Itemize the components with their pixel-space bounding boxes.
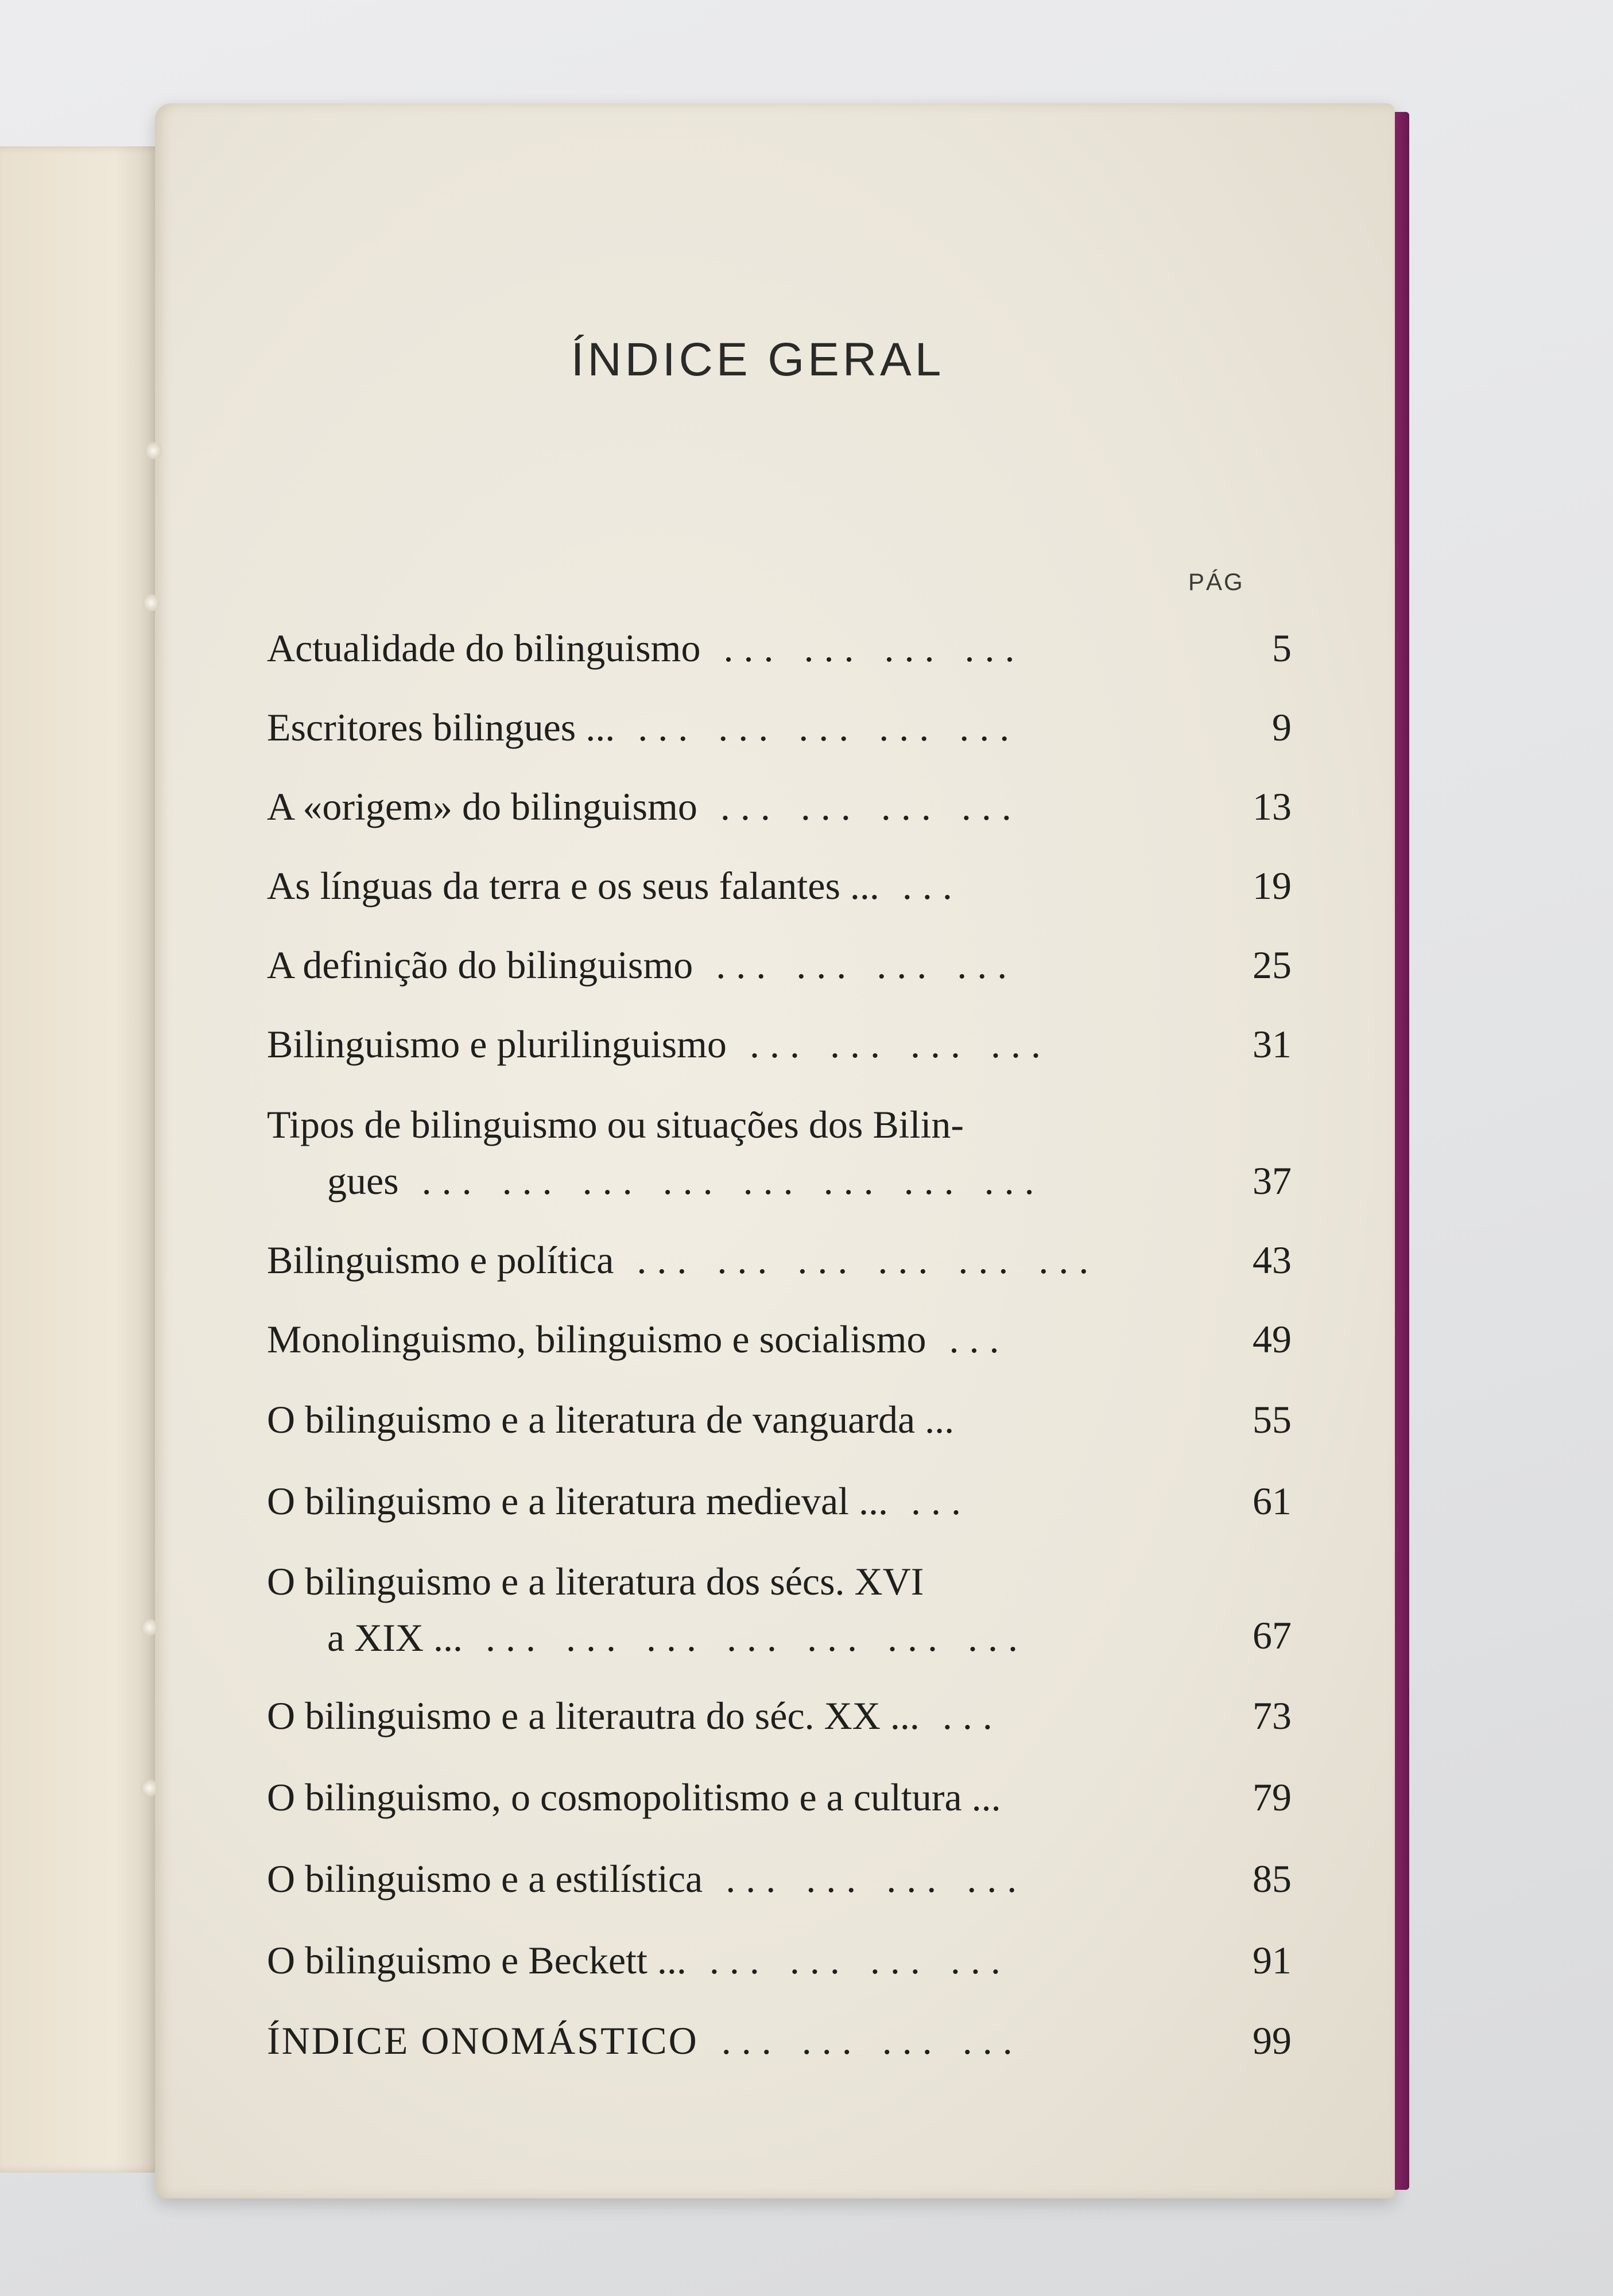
toc-entry-page: 67 xyxy=(1253,1614,1292,1657)
toc-entry-page: 9 xyxy=(1272,705,1292,749)
toc-entry xyxy=(267,937,1185,993)
toc-entry-label: O bilinguismo e a literatura medieval ... xyxy=(267,1479,889,1523)
leader-dots: ... ... ... ... xyxy=(723,626,1025,670)
toc-entry-page: 19 xyxy=(1253,864,1292,907)
toc-entry-label: Actualidade do bilinguismo xyxy=(267,626,701,670)
left-page-edge xyxy=(0,146,164,2173)
leader-dots: ... ... ... ... xyxy=(709,1938,1011,1982)
leader-dots: ... ... ... ... ... xyxy=(638,705,1020,749)
toc-entry-label: Escritores bilingues ... xyxy=(267,705,615,749)
toc-entry-label: O bilinguismo, o cosmopolitismo e a cultura ... xyxy=(267,1775,1001,1819)
toc-entry xyxy=(267,1016,1185,1072)
toc-entry-label-continuation: a XIX ... xyxy=(327,1616,463,1659)
toc-entry-label: O bilinguismo e a literatura dos sécs. XVI xyxy=(267,1560,924,1603)
binding-stitch xyxy=(141,1779,158,1797)
toc-entry xyxy=(267,858,1185,914)
toc-entry-label: As línguas da terra e os seus falantes ... xyxy=(267,864,879,907)
toc-entry-page: 55 xyxy=(1253,1398,1292,1441)
leader-dots: ... ... ... ... xyxy=(716,943,1018,987)
toc-entry-page: 73 xyxy=(1253,1694,1292,1737)
leader-dots: ... xyxy=(949,1317,1010,1361)
leader-dots: ... ... ... ... xyxy=(721,2019,1023,2062)
leader-dots: ... ... ... ... xyxy=(720,785,1022,828)
toc-entry-label: O bilinguismo e a estilística xyxy=(267,1857,703,1901)
toc-entry xyxy=(267,1311,1185,1367)
toc-entry-page: 43 xyxy=(1253,1238,1292,1282)
toc-entry-label: Monolinguismo, bilinguismo e socialismo xyxy=(267,1317,926,1361)
toc-entry xyxy=(267,1391,1185,1448)
leader-dots: ... ... ... ... xyxy=(726,1857,1027,1901)
toc-entry-label-continuation: gues xyxy=(327,1159,399,1203)
leader-dots: ... ... ... ... ... ... ... ... xyxy=(421,1159,1045,1203)
binding-stitch xyxy=(142,594,160,611)
toc-entry-label: O bilinguismo e a literatura de vanguarda ... xyxy=(267,1398,955,1441)
toc-entry xyxy=(267,1932,1185,1988)
toc-entry-label: O bilinguismo e a literautra do séc. XX ... xyxy=(267,1694,920,1737)
toc-entry-page: 85 xyxy=(1253,1857,1292,1901)
toc-entry xyxy=(267,778,1185,835)
toc-entry-label: O bilinguismo e Beckett ... xyxy=(267,1938,687,1982)
toc-entry-page: 31 xyxy=(1253,1022,1292,1066)
toc-entry-label: A «origem» do bilinguismo xyxy=(267,785,697,828)
leader-dots: ... ... ... ... xyxy=(749,1022,1051,1066)
toc-entry-page: 13 xyxy=(1253,785,1292,828)
toc-entry xyxy=(267,1553,1185,1666)
binding-stitch xyxy=(145,442,162,459)
toc-entry xyxy=(267,1769,1185,1825)
toc-entry-page: 79 xyxy=(1253,1775,1292,1819)
leader-dots: ... xyxy=(942,1694,1003,1737)
binding-stitch xyxy=(141,1619,158,1636)
leader-dots: ... xyxy=(911,1479,972,1523)
toc-entry-label: A definição do bilinguismo xyxy=(267,943,693,987)
toc-entry xyxy=(267,2012,1185,2069)
toc-entry-page: 25 xyxy=(1253,943,1292,987)
toc-entry-page: 99 xyxy=(1253,2019,1292,2062)
leader-dots: ... ... ... ... ... ... ... xyxy=(486,1616,1029,1659)
toc-entry-label: Bilinguismo e política xyxy=(267,1238,614,1282)
toc-entry-label: ÍNDICE ONOMÁSTICO xyxy=(267,2019,699,2062)
toc-entry xyxy=(267,620,1185,676)
toc-entry-page: 5 xyxy=(1272,626,1292,670)
toc-title: ÍNDICE GERAL xyxy=(571,333,945,386)
toc-entry xyxy=(267,1688,1185,1744)
toc-entry-label: Bilinguismo e plurilinguismo xyxy=(267,1022,727,1066)
book-page xyxy=(155,103,1395,2198)
leader-dots: ... xyxy=(902,864,963,907)
toc-entry-page: 37 xyxy=(1253,1159,1292,1203)
toc-entry xyxy=(267,699,1185,755)
toc-entry xyxy=(267,1096,1185,1209)
toc-entry xyxy=(267,1851,1185,1907)
toc-entry-page: 61 xyxy=(1253,1479,1292,1523)
toc-entry-page: 91 xyxy=(1253,1938,1292,1982)
page-column-header: PÁG xyxy=(1188,568,1244,595)
leader-dots: ... ... ... ... ... ... xyxy=(637,1238,1099,1282)
toc-entry xyxy=(267,1232,1185,1288)
toc-entry-page: 49 xyxy=(1253,1317,1292,1361)
toc-entry xyxy=(267,1473,1185,1529)
toc-entry-label: Tipos de bilinguismo ou situações dos Bilin- xyxy=(267,1103,964,1146)
